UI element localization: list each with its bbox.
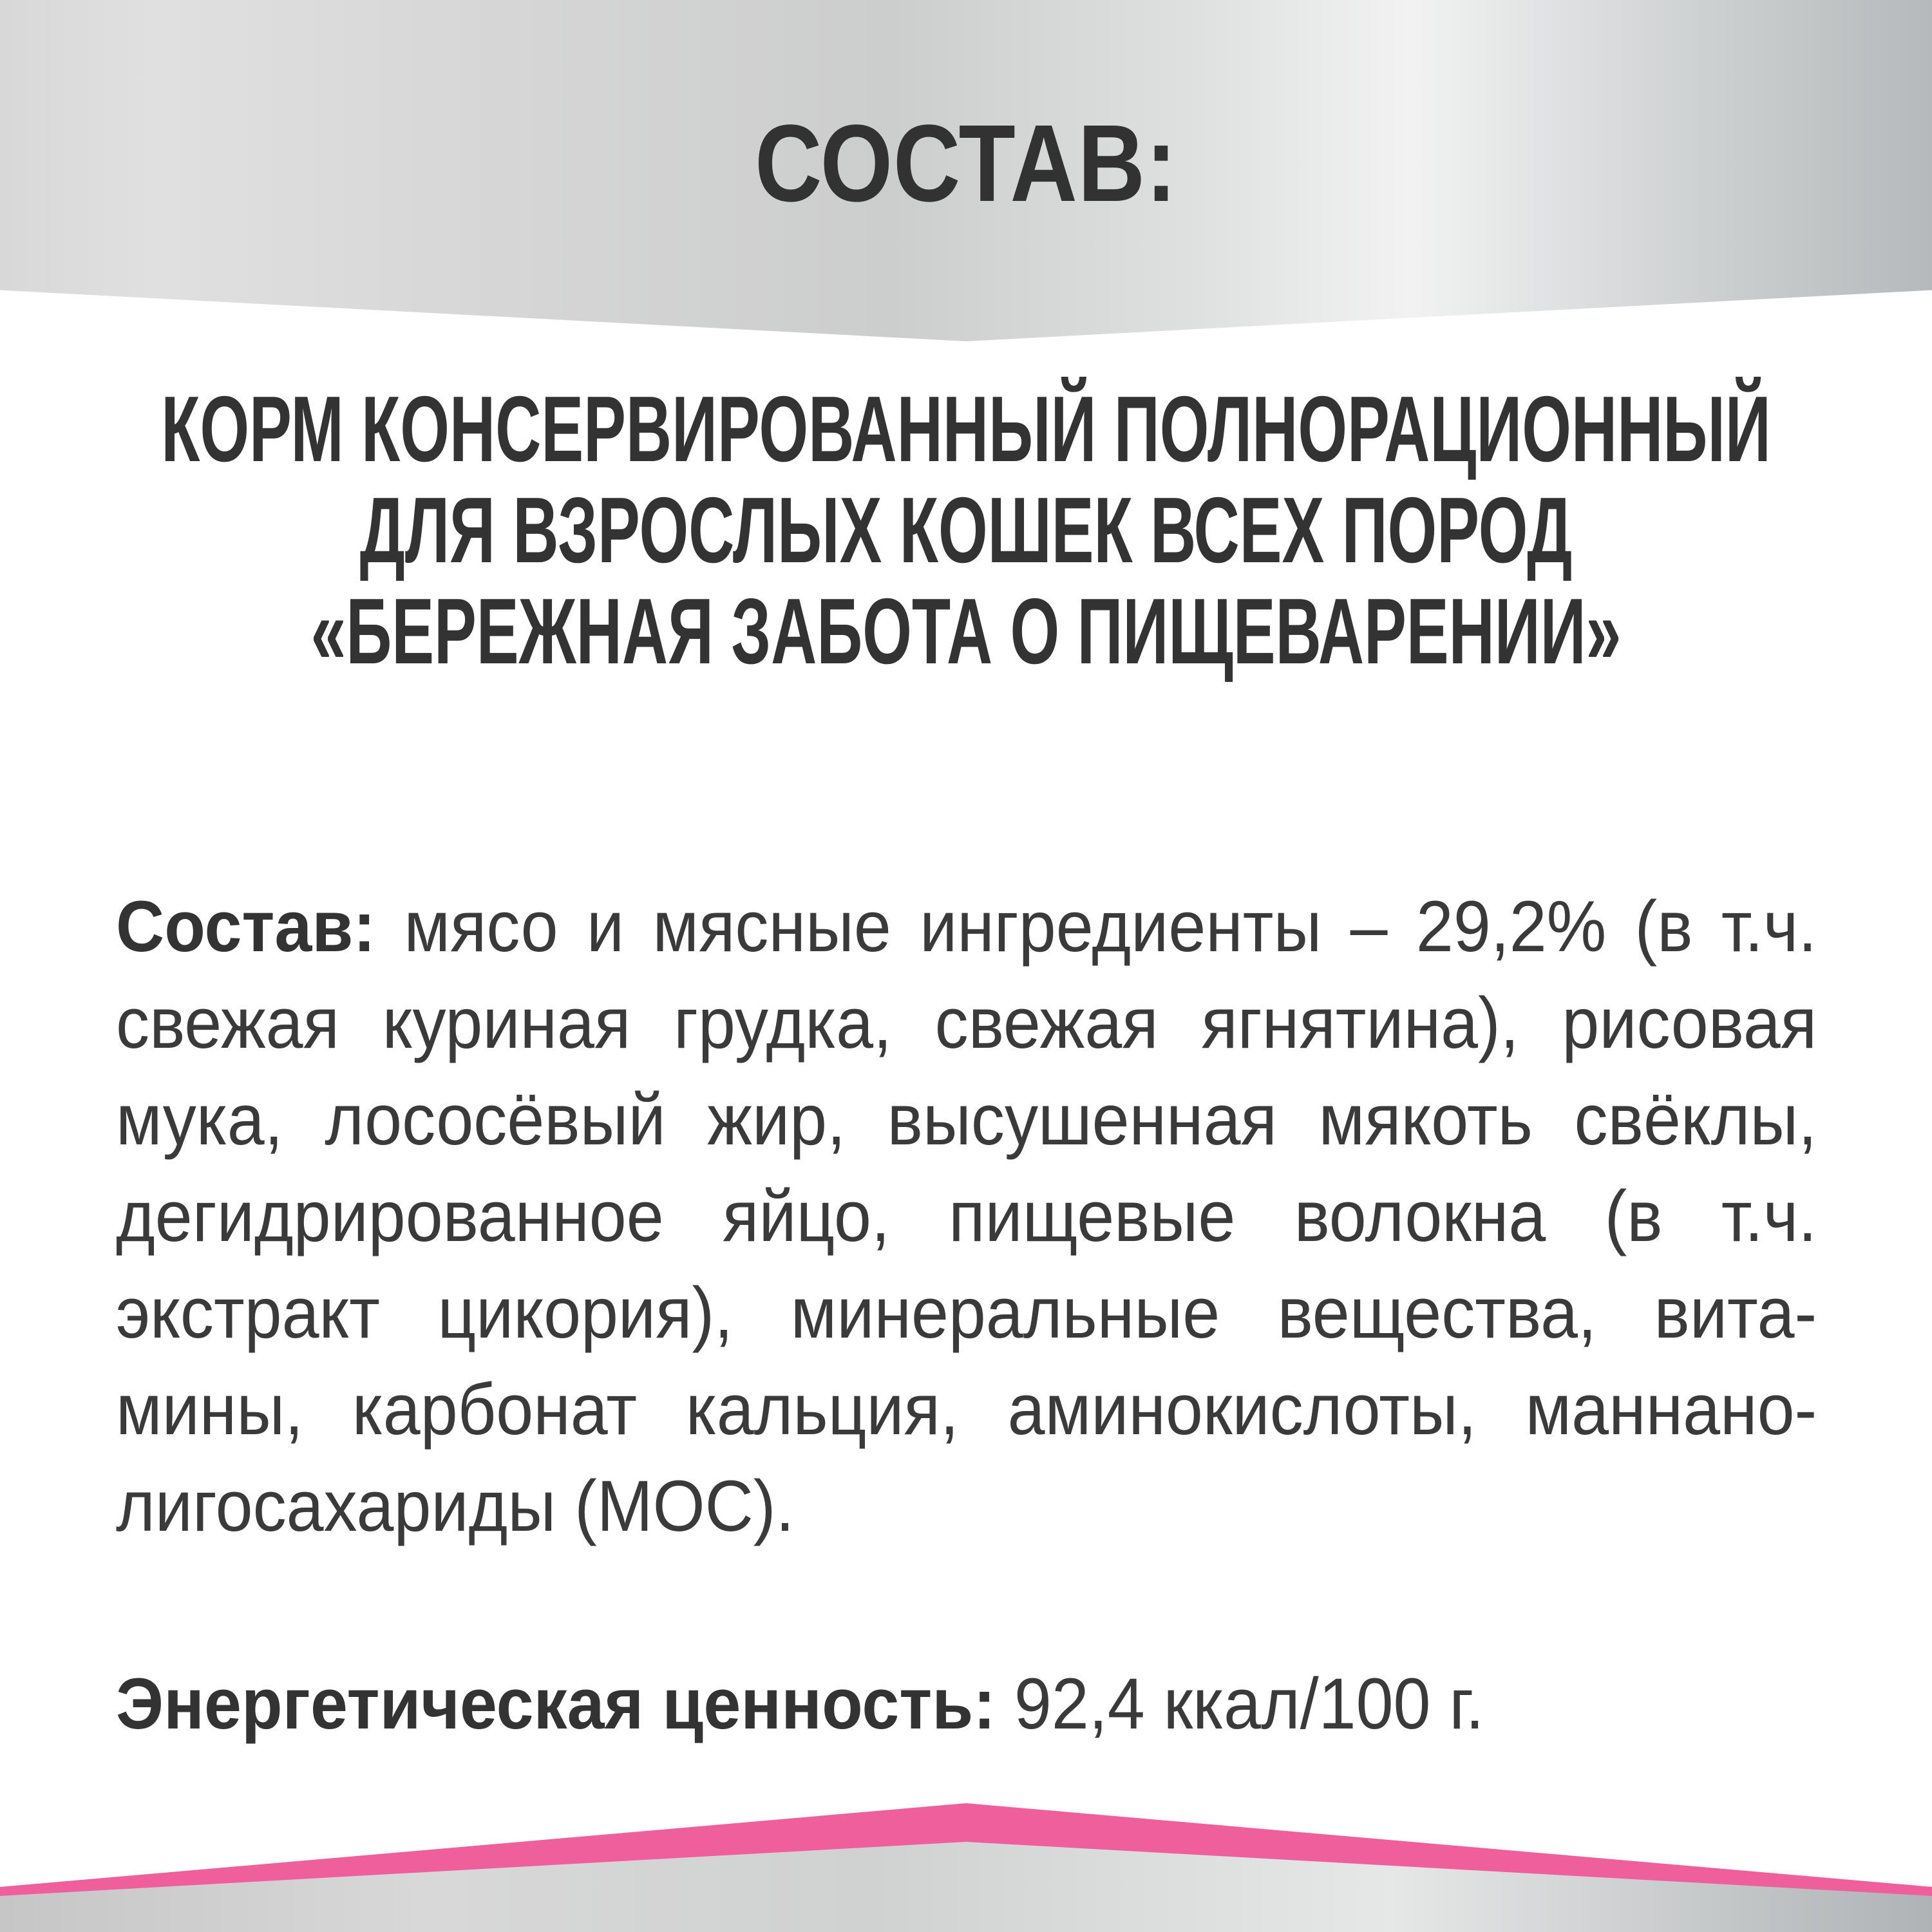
composition-line-1-text: мясо и мясные ингредиенты – 29,2% (в т.ч.: [375, 886, 1817, 967]
composition-paragraph: [116, 878, 1817, 1555]
footer-silver-band: [0, 1842, 1932, 1932]
composition-line: мины, карбонат кальция, аминокислоты, маннано-: [116, 1369, 1817, 1450]
composition-label: Состав:: [116, 886, 376, 967]
product-heading-line-1: КОРМ КОНСЕРВИРОВАННЫЙ ПОЛНОРАЦИОННЫЙ: [161, 377, 1771, 481]
energy-value: 92,4 ккал/100 г.: [995, 1663, 1484, 1744]
composition-line: мука, лососёвый жир, высушенная мякоть свёклы,: [116, 1079, 1817, 1160]
composition-line: лигосахариды (МОС).: [116, 1466, 795, 1546]
product-heading-line-3: «БЕРЕЖНАЯ ЗАБОТА О ПИЩЕВАРЕНИИ»: [310, 579, 1622, 683]
energy-line: [116, 1656, 1817, 1752]
composition-line: экстракт цикория), минеральные вещества, вита-: [116, 1273, 1817, 1353]
composition-line: дегидрированное яйцо, пищевые волокна (в т.ч.: [116, 1176, 1817, 1256]
energy-label: Энергетическая ценность:: [116, 1663, 996, 1744]
product-heading-line-2: ДЛЯ ВЗРОСЛЫХ КОШЕК ВСЕХ ПОРОД: [359, 478, 1573, 582]
composition-line: свежая куриная грудка, свежая ягнятина), рисовая: [116, 983, 1817, 1063]
page-title: СОСТАВ:: [755, 102, 1177, 225]
composition-line: [116, 878, 1817, 975]
product-heading: [0, 379, 1932, 682]
